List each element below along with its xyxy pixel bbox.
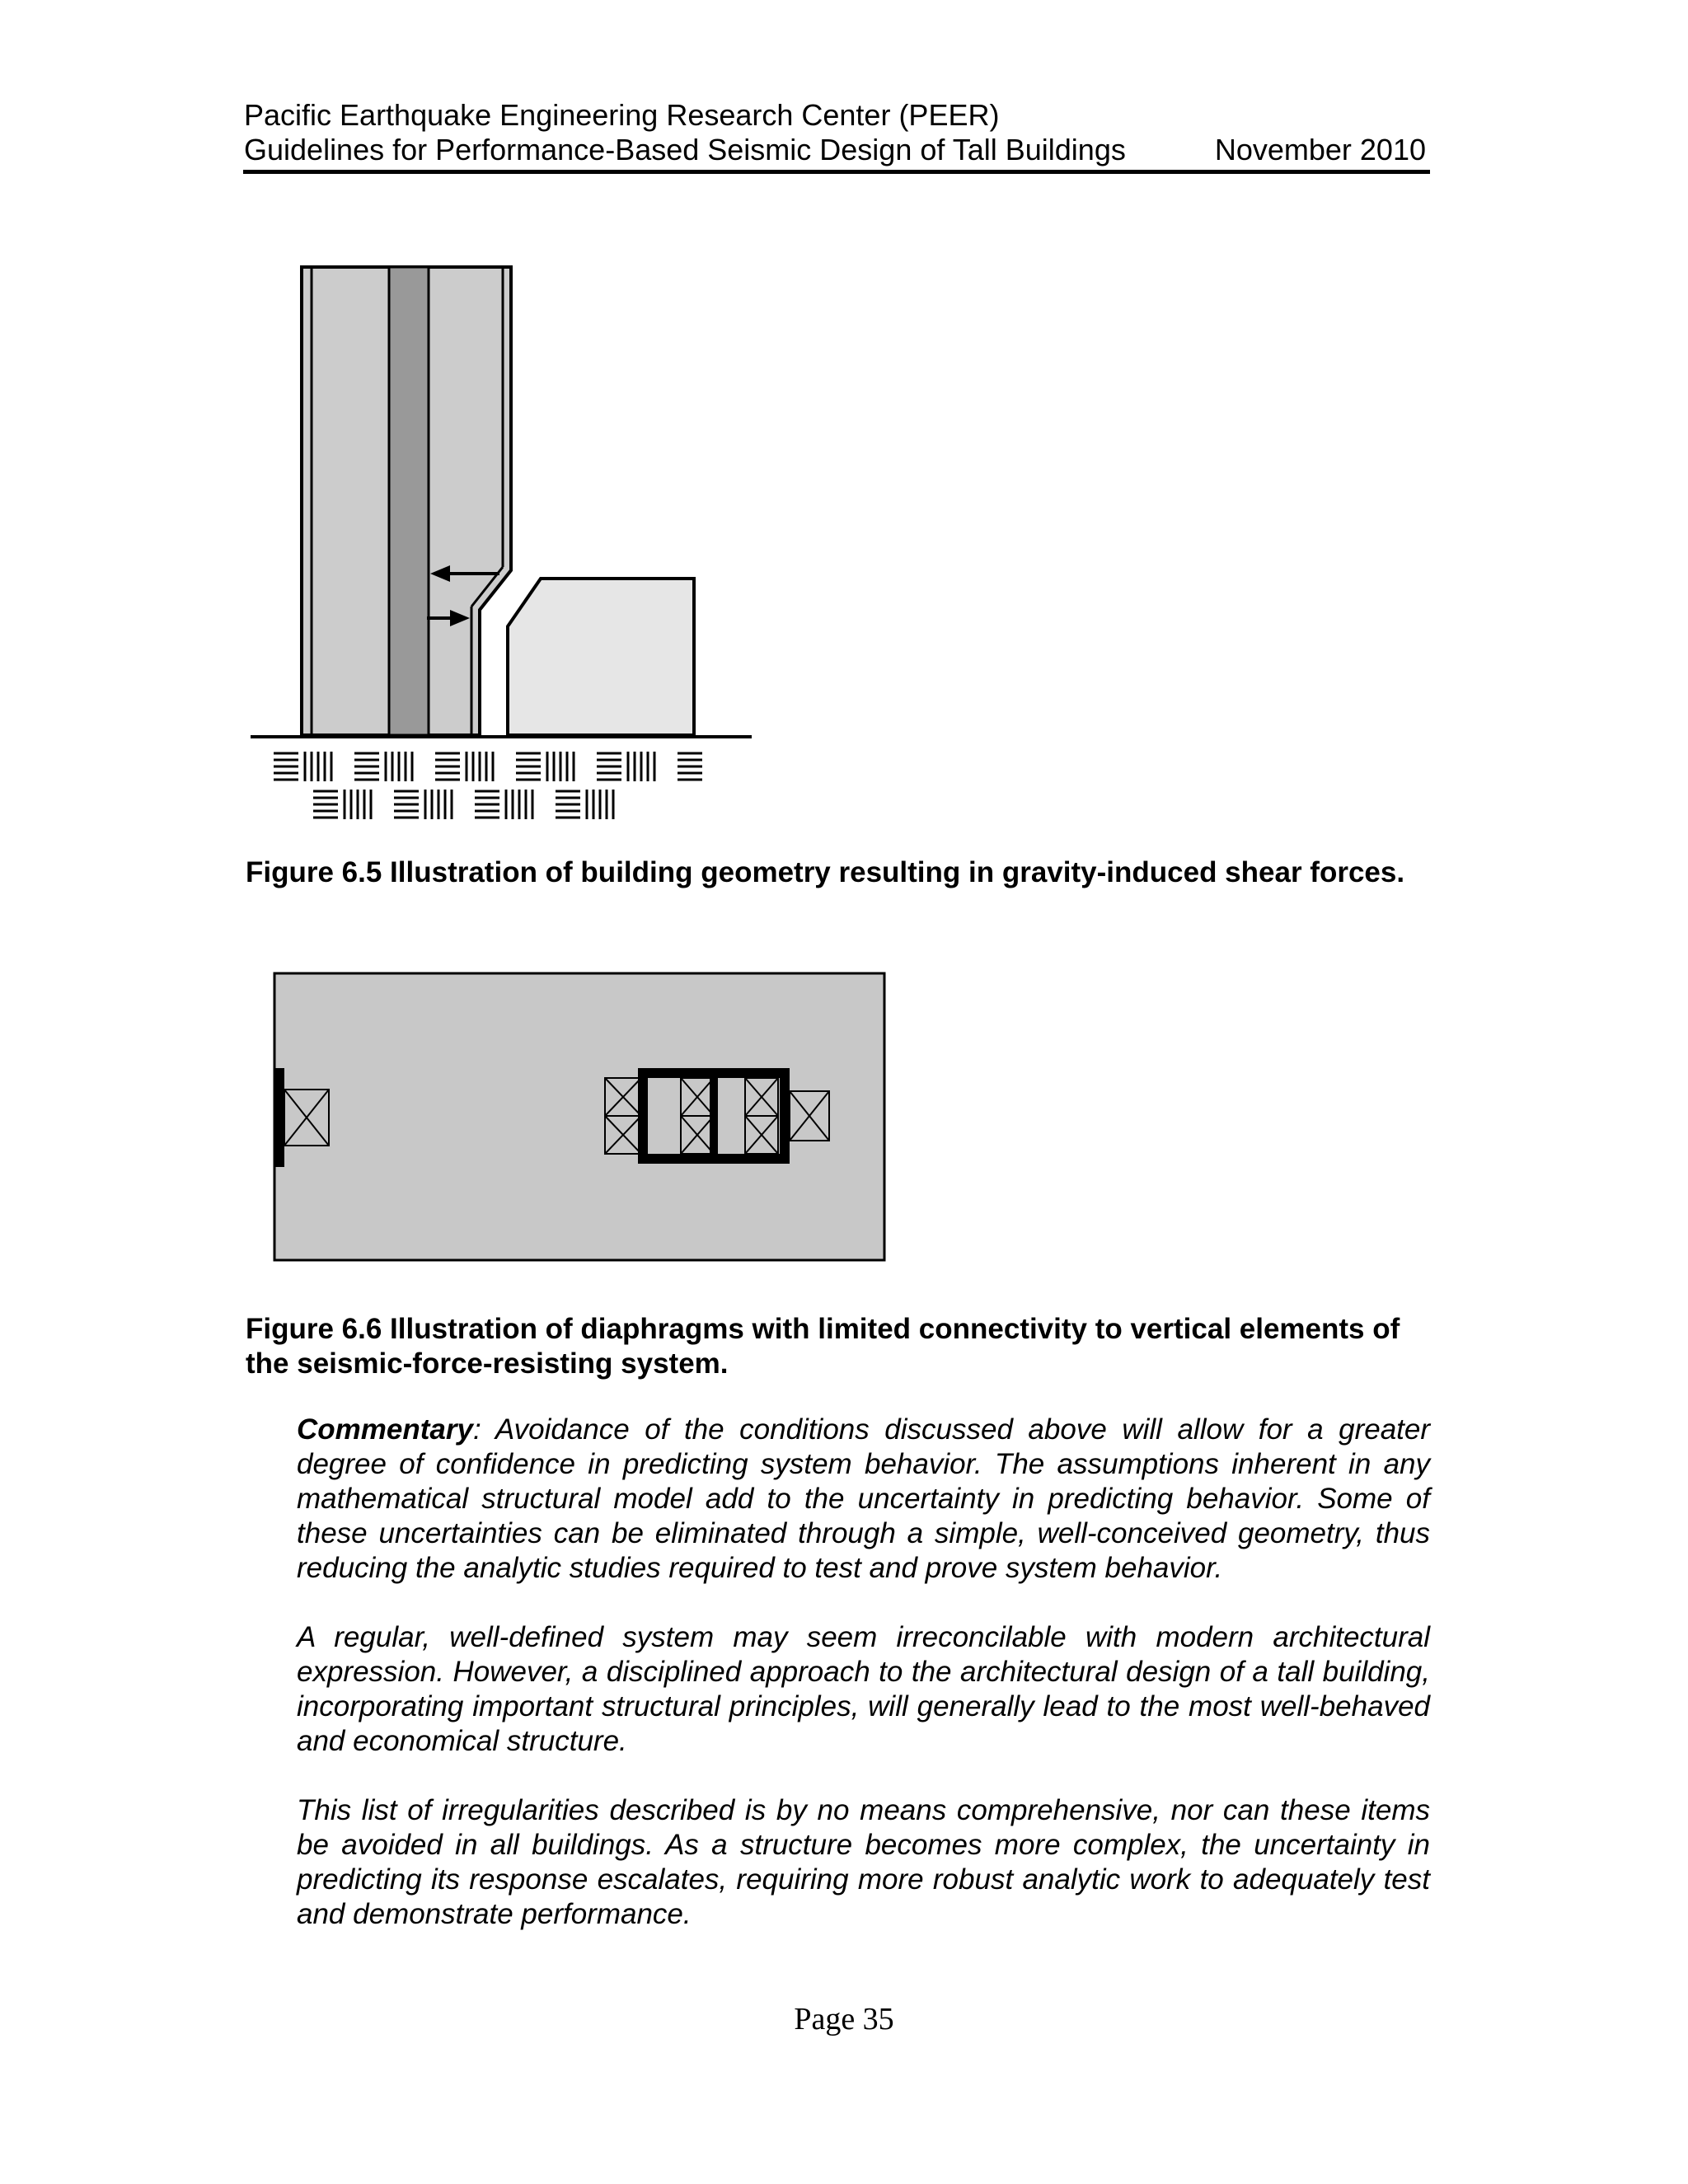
commentary-paragraph-2: A regular, well-defined system may seem irreconcilable with modern architectural expression. However, a disciplined approach to the architectural design of a tall building, incorporating important structural principles, will generally lead to the most well-behaved and economical structure.: [297, 1621, 1430, 1757]
figure-6-5-diagram: [247, 264, 758, 824]
commentary-text-1: : Avoidance of the conditions discussed above will allow for a greater degree of confidence in predicting system behavior. The assumptions inherent in any mathematical structural model add to the uncertainty in predicting behavior. Some of these uncertainties can be eliminated through a simple, well-conceived geometry, thus reducing the analytic studies required to test and prove system behavior.: [297, 1413, 1430, 1584]
soil-hatch: [274, 752, 702, 819]
tower-core: [389, 267, 429, 735]
commentary-paragraph-1: [297, 1413, 1430, 1586]
diaphragm-slab: [274, 973, 884, 1260]
header-date: November 2010: [1214, 133, 1426, 166]
page-number: Page 35: [794, 2002, 894, 2036]
header-rule: [243, 170, 1430, 174]
figure-6-5-caption: Figure 6.5 Illustration of building geometry resulting in gravity-induced shear forces.: [246, 856, 1405, 888]
podium-outline: [508, 579, 694, 735]
figure-6-6-caption: Figure 6.6 Illustration of diaphragms with limited connectivity to vertical elements of the seismic-force-resisting system.: [246, 1313, 1400, 1380]
header-organization: Pacific Earthquake Engineering Research Center (PEER): [244, 98, 1000, 132]
header-title: Guidelines for Performance-Based Seismic Design of Tall Buildings: [244, 133, 1126, 166]
commentary-label: Commentary: [297, 1413, 473, 1446]
commentary-paragraph-3: This list of irregularities described is by no means comprehensive, nor can these items be avoided in all buildings. As a structure becomes more complex, the uncertainty in predicting its response escalates, requiring more robust analytic work to adequately test and demonstrate performance.: [297, 1794, 1430, 1930]
figure-6-6-diagram: [272, 971, 887, 1263]
left-shear-wall: [274, 1068, 284, 1167]
